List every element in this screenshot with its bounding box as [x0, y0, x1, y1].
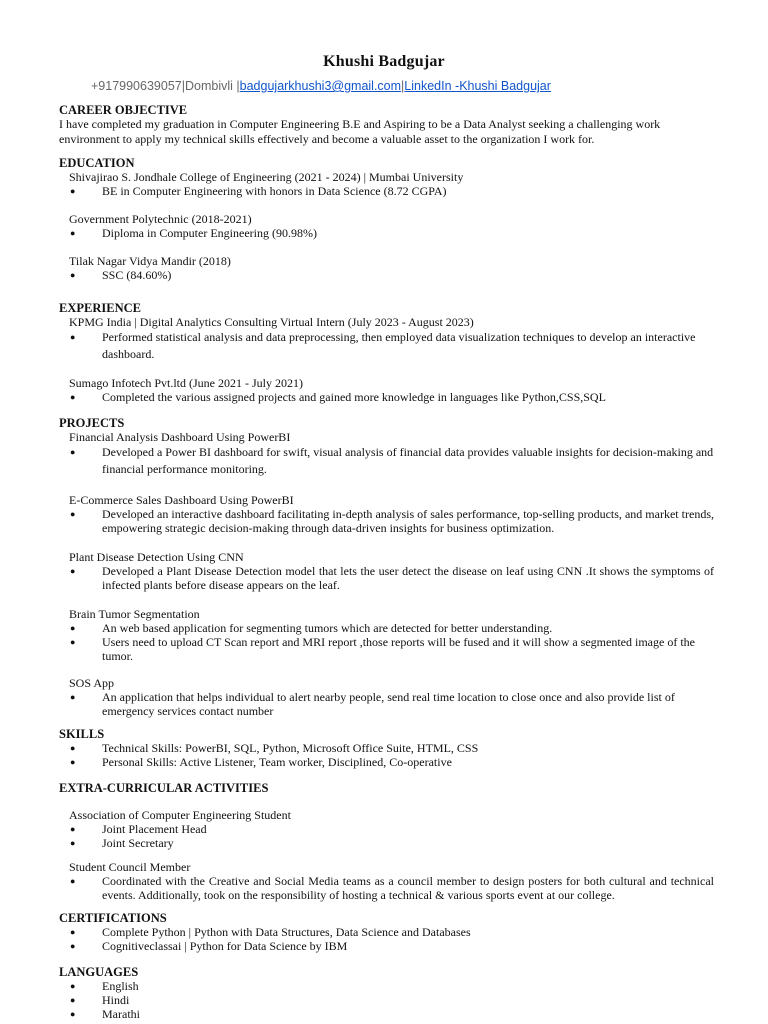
list-item: ● Coordinated with the Creative and Social Media teams as a council member to design posters for both cultural and technical events. Additionally, took on the responsibility of hosting a technical & various sports event at our college. [69, 874, 714, 902]
email-link[interactable]: badgujarkhushi3@gmail.com [239, 79, 402, 93]
activity-bullets [59, 822, 714, 850]
career-objective-text: I have completed my graduation in Computer Engineering B.E and Aspiring to be a Data Analyst seeking a challenging work environment to apply my technical skills effectively and become a valuable asset to the organization I work for. [59, 117, 661, 146]
section-heading-education: EDUCATION [59, 156, 135, 170]
list-item: ● Developed a Plant Disease Detection model that lets the user detect the disease on leaf using CNN .It shows the symptoms of infected plants before disease appears on the leaf. [69, 564, 714, 592]
project-bullets [59, 621, 714, 663]
skills-bullets [59, 741, 714, 769]
project-title: Plant Disease Detection Using CNN [69, 550, 244, 564]
list-item: ● Marathi [69, 1007, 714, 1021]
list-item: ● English [69, 979, 714, 993]
phone-number: +917990639057 [91, 79, 182, 93]
list-item: ● Diploma in Computer Engineering (90.98%) [69, 226, 714, 240]
section-heading-career: CAREER OBJECTIVE [59, 103, 188, 117]
project-title: Financial Analysis Dashboard Using PowerBI [69, 430, 291, 444]
resume-content [59, 103, 714, 1021]
location: Dombivli [184, 79, 233, 93]
section-heading-languages: LANGUAGES [59, 965, 139, 979]
activity-title: Student Council Member [69, 860, 191, 874]
experience-bullets [59, 390, 714, 404]
activity-title: Association of Computer Engineering Student [69, 808, 291, 822]
separator: | [401, 79, 405, 93]
project-title: Brain Tumor Segmentation [69, 607, 200, 621]
experience-title: KPMG India | Digital Analytics Consulting Virtual Intern (July 2023 - August 2023) [69, 315, 474, 329]
certification-bullets [59, 925, 714, 953]
project-title: SOS App [69, 676, 115, 690]
list-item: ● An web based application for segmenting tumors which are detected for better understanding. [69, 621, 714, 635]
education-bullets [59, 226, 714, 240]
education-bullets [59, 268, 714, 282]
list-item: ● SSC (84.60%) [69, 268, 714, 282]
education-title: Tilak Nagar Vidya Mandir (2018) [69, 254, 231, 268]
activity-bullets [59, 874, 714, 902]
list-item: ● An application that helps individual to alert nearby people, send real time location to close once and also provide list of emergency services contact number [69, 690, 714, 718]
section-heading-skills: SKILLS [59, 727, 105, 741]
section-heading-experience: EXPERIENCE [59, 301, 141, 315]
list-item: ● Developed an interactive dashboard facilitating in-depth analysis of sales performance, top-selling products, and market trends, empowering strategic decision-making through data-driven insights for business optimization. [69, 507, 714, 535]
separator: | [181, 79, 185, 93]
list-item: ● Completed the various assigned projects and gained more knowledge in languages like Python,CSS,SQL [69, 390, 714, 404]
list-item: ● Technical Skills: PowerBI, SQL, Python, Microsoft Office Suite, HTML, CSS [69, 741, 714, 755]
education-title: Government Polytechnic (2018-2021) [69, 212, 252, 226]
section-heading-extracurricular: EXTRA-CURRICULAR ACTIVITIES [59, 781, 269, 795]
list-item: ● Personal Skills: Active Listener, Team worker, Disciplined, Co-operative [69, 755, 714, 769]
list-item: ● Complete Python | Python with Data Structures, Data Science and Databases [69, 925, 714, 939]
experience-title: Sumago Infotech Pvt.ltd (June 2021 - July 2021) [69, 376, 303, 390]
list-item: ● Users need to upload CT Scan report and MRI report ,those reports will be fused and it will show a segmented image of the tumor. [69, 635, 714, 663]
project-bullets [59, 507, 714, 535]
section-heading-projects: PROJECTS [59, 416, 125, 430]
language-bullets [59, 979, 714, 1021]
separator: | [232, 79, 240, 93]
education-title: Shivajirao S. Jondhale College of Engineering (2021 - 2024) | Mumbai University [69, 170, 464, 184]
list-item: ● BE in Computer Engineering with honors in Data Science (8.72 CGPA) [69, 184, 714, 198]
education-bullets [59, 184, 714, 198]
candidate-name: Khushi Badgujar [323, 53, 445, 70]
project-bullets [59, 444, 714, 478]
list-item: ● Developed a Power BI dashboard for swift, visual analysis of financial data provides valuable insights for decision-making and financial performance monitoring. [69, 444, 714, 478]
list-item: ● Joint Placement Head [69, 822, 714, 836]
linkedin-link[interactable]: LinkedIn -Khushi Badgujar [404, 79, 551, 93]
list-item: ● Joint Secretary [69, 836, 714, 850]
project-bullets [59, 690, 714, 718]
section-heading-certifications: CERTIFICATIONS [59, 911, 167, 925]
project-bullets [59, 564, 714, 592]
list-item: ● Cognitiveclassai | Python for Data Science by IBM [69, 939, 714, 953]
project-title: E-Commerce Sales Dashboard Using PowerBI [69, 493, 294, 507]
experience-bullets [59, 329, 714, 363]
contact-line [91, 79, 551, 94]
list-item: ● Performed statistical analysis and data preprocessing, then employed data visualization techniques to develop an interactive dashboard. [69, 329, 714, 363]
list-item: ● Hindi [69, 993, 714, 1007]
